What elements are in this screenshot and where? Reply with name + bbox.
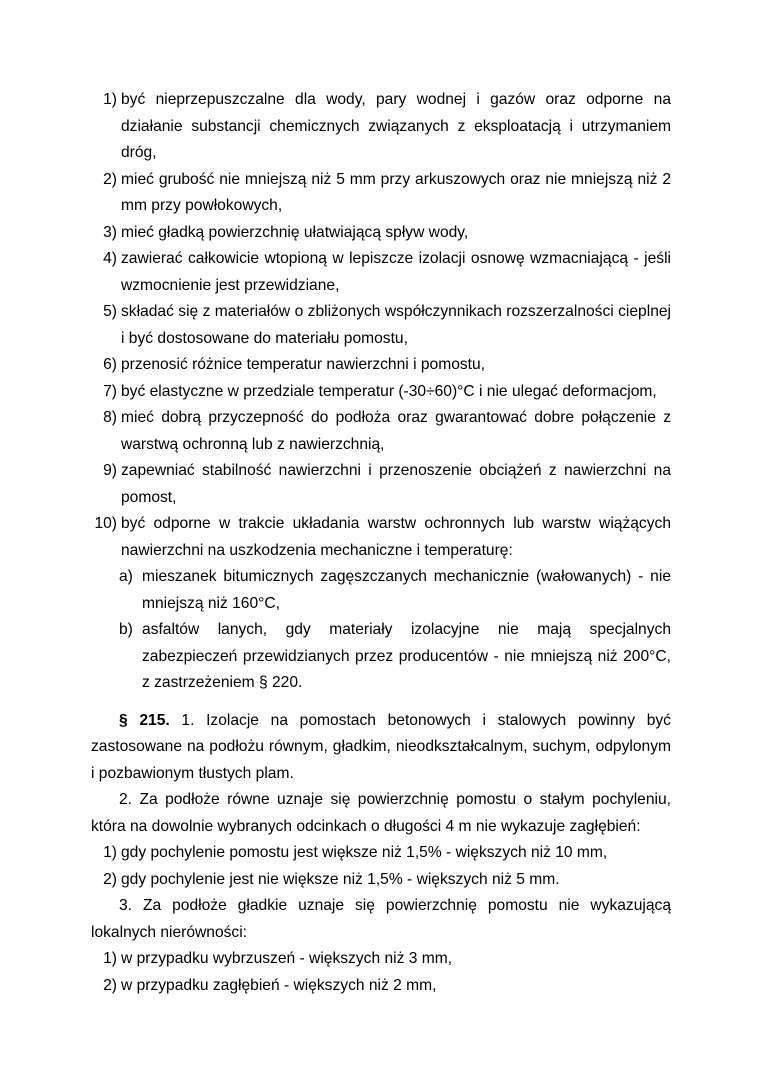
paragraph-number: 1. — [181, 711, 195, 729]
section-paragraph-3 — [91, 893, 671, 946]
section-paragraph-1 — [91, 708, 671, 788]
page-content — [91, 87, 671, 999]
list-item: 7) być elastyczne w przedziale temperatur (-30÷60)°C i nie ulegać deformacjom, — [103, 382, 657, 400]
paragraph-text: Za podłoże gładkie uznaje się powierzchnię pomostu nie wykazującą lokalnych nierówności: — [91, 897, 671, 941]
list-item: 9) zapewniać stabilność nawierzchni i przenoszenie obciążeń z nawierzchni na pomost, — [103, 462, 671, 506]
list-item: 2) gdy pochylenie jest nie większe niż 1,5% - większych niż 5 mm. — [103, 870, 560, 888]
list-item: 10) być odporne w trakcie układania warstw ochronnych lub warstw wiążących nawierzchni na uszkodzenia mechaniczne i temperaturę: — [94, 515, 671, 559]
list-item: 6) przenosić różnice temperatur nawierzchni i pomostu, — [103, 356, 486, 373]
list-item: 1) być nieprzepuszczalne dla wody, pary wodnej i gazów oraz odporne na działanie substancji chemicznych związanych z eksploatacją i utrzymaniem dróg, — [103, 91, 671, 161]
section-gap — [91, 697, 671, 708]
list-item: 1) w przypadku wybrzuszeń - większych niż 3 mm, — [103, 950, 453, 967]
paragraph-text: Izolacje na pomostach betonowych i stalowych powinny być zastosowane na podłożu równym, gładkim, nieodkształcalnym, suchym, odpylonym i pozbawionym tłustych plam. — [91, 711, 671, 782]
list-item: 2) mieć grubość nie mniejszą niż 5 mm przy arkuszowych oraz nie mniejszą niż 2 mm przy powłokowych, — [103, 170, 671, 214]
paragraph-text: Za podłoże równe uznaje się powierzchnię pomostu o stałym pochyleniu, która na dowolnie wybranych odcinkach o długości 4 m nie wykazuje zagłębień: — [91, 791, 671, 835]
paragraph-number: 3. — [119, 897, 133, 914]
sub-list-item: b) asfaltów lanych, gdy materiały izolacyjne nie mają specjalnych zabezpieczeń przewidzianych przez producentów - nie mniejszą niż 200°C, z zastrzeżeniem § 220. — [119, 621, 671, 691]
list-item: 5) składać się z materiałów o zbliżonych współczynnikach rozszerzalności cieplnej i być dostosowane do materiału pomostu, — [103, 303, 671, 347]
list-item: 1) gdy pochylenie pomostu jest większe niż 1,5% - większych niż 10 mm, — [103, 844, 608, 861]
list-item: 3) mieć gładką powierzchnię ułatwiającą spływ wody, — [103, 223, 469, 241]
section-paragraph-2 — [91, 787, 671, 840]
sub-list-item: a) mieszanek bitumicznych zagęszczanych mechanicznie (wałowanych) - nie mniejszą niż 160°C, — [119, 568, 671, 612]
paragraph-number: 2. — [119, 791, 133, 808]
list-item: 2) w przypadku zagłębień - większych niż 2 mm, — [103, 976, 437, 994]
list-item: 8) mieć dobrą przyczepność do podłoża oraz gwarantować dobre połączenie z warstwą ochronną lub z nawierzchnią, — [103, 409, 671, 453]
list-item: 4) zawierać całkowicie wtopioną w lepiszcze izolacji osnowę wzmacniającą - jeśli wzmocnienie jest przewidziane, — [103, 250, 671, 294]
section-label: § 215. — [119, 711, 170, 729]
